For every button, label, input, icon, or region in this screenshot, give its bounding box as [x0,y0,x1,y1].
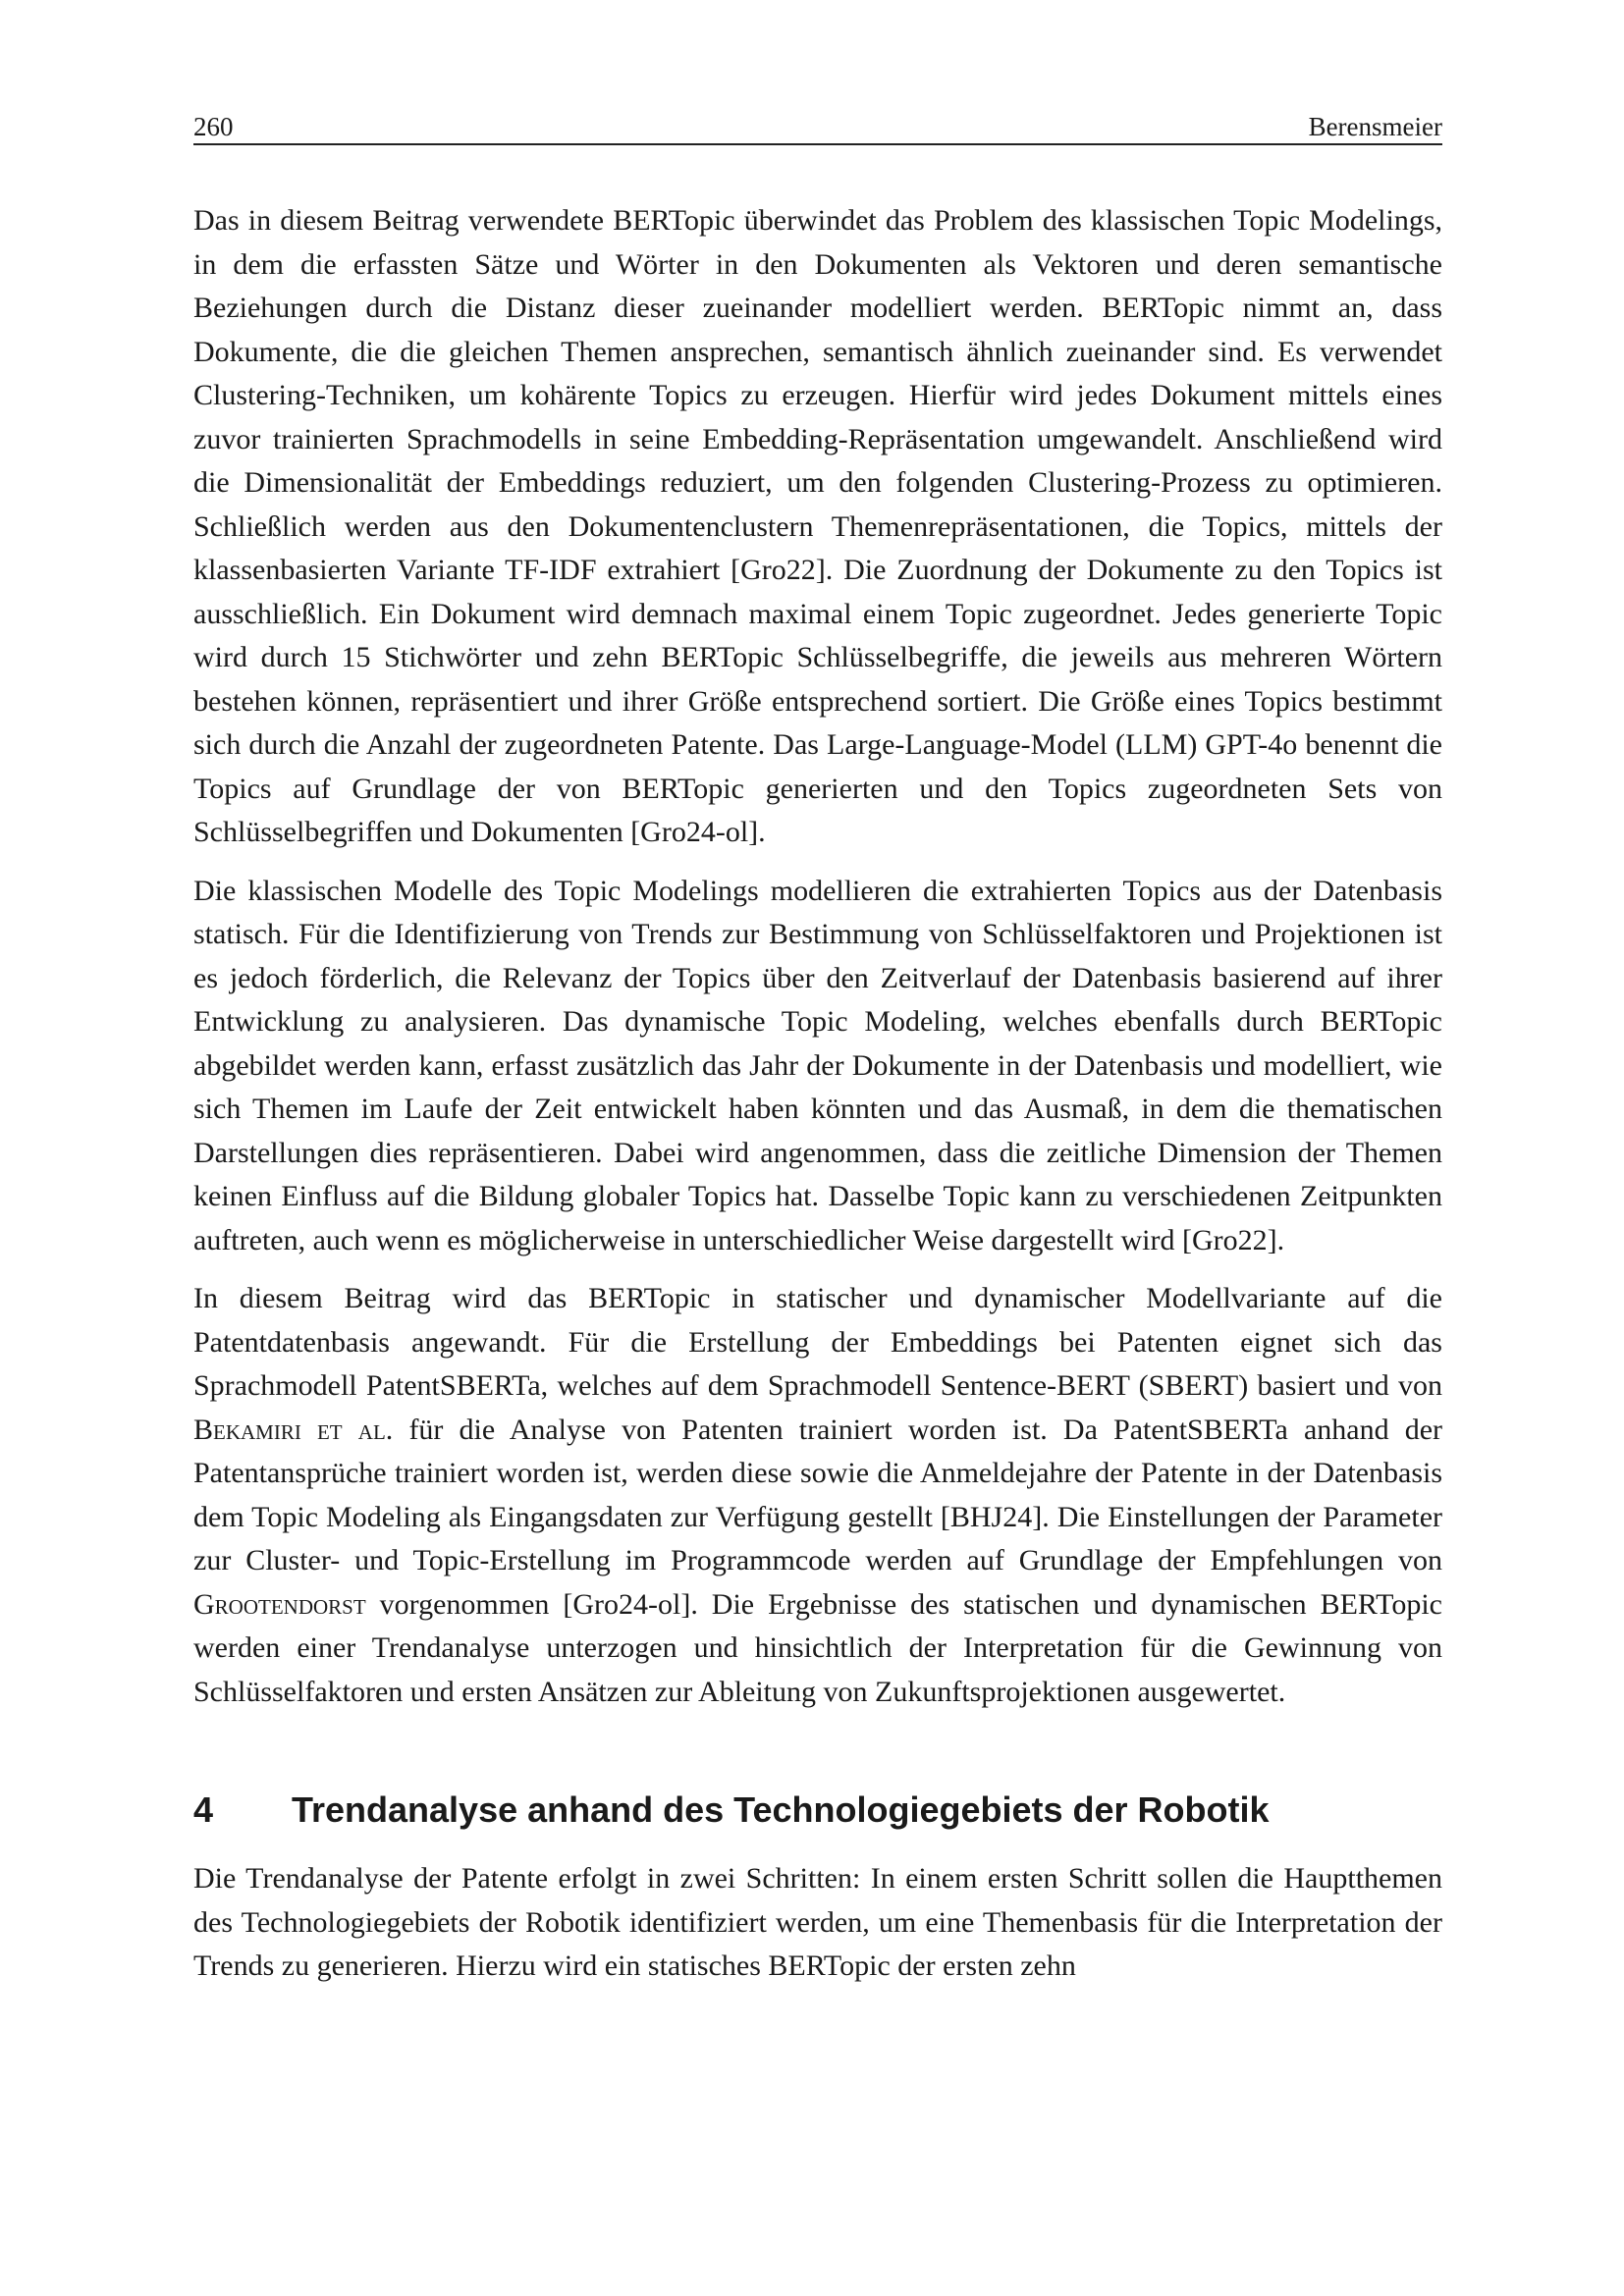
paragraph-3 [193,1277,1442,1714]
section-heading [193,1789,1442,1832]
paragraph-3-part-c: vorgenommen [Gro24-ol]. Die Ergebnisse des statischen und dynamischen BERTopic werden einer Trendanalyse unterzogen und hinsichtlich der Interpretation für die Gewinnung von Schlüsselfaktoren und ersten Ansätzen zur Ableitung von Zukunftsprojektionen ausgewertet. [193,1587,1442,1708]
paragraph-2: Die klassischen Modelle des Topic Modelings modellieren die extrahierten Topics aus der Datenbasis statisch. Für die Identifizierung von Trends zur Bestimmung von Schlüsselfaktoren und Projektionen ist es jedoch förderlich, die Relevanz der Topics über den Zeitverlauf der Datenbasis basierend auf ihrer Entwicklung zu analysieren. Das dynamische Topic Modeling, welches ebenfalls durch BERTopic abgebildet werden kann, erfasst zusätzlich das Jahr der Dokumente in der Datenbasis und modelliert, wie sich Themen im Laufe der Zeit entwickelt haben könnten und das Ausmaß, in dem die thematischen Darstellungen dies repräsentieren. Dabei wird angenommen, dass die zeitliche Dimension der Themen keinen Einfluss auf die Bildung globaler Topics hat. Dasselbe Topic kann zu verschiedenen Zeitpunkten auftreten, auch wenn es möglicherweise in unterschiedlicher Weise dargestellt wird [Gro22]. [193,874,1442,1256]
author-citation-grootendorst: Grootendorst [193,1587,366,1621]
section-number: 4 [193,1789,214,1830]
paragraph-1: Das in diesem Beitrag verwendete BERTopic überwindet das Problem des klassischen Topic Modelings, in dem die erfassten Sätze und Wörter in den Dokumenten als Vektoren und deren semantische Beziehungen durch die Distanz dieser zueinander modelliert werden. BERTopic nimmt an, dass Dokumente, die die gleichen Themen ansprechen, semantisch ähnlich zueinander sind. Es verwendet Clustering-Techniken, um kohärente Topics zu erzeugen. Hierfür wird jedes Dokument mittels eines zuvor trainierten Sprachmodells in seine Embedding-Repräsentation umgewandelt. Anschließend wird die Dimensionalität der Embeddings reduziert, um den folgenden Clustering-Prozess zu optimieren. Schließlich werden aus den Dokumentenclustern Themenrepräsentationen, die Topics, mittels der klassenbasierten Variante TF-IDF extrahiert [Gro22]. Die Zuordnung der Dokumente zu den Topics ist ausschließlich. Ein Dokument wird demnach maximal einem Topic zugeordnet. Jedes generierte Topic wird durch 15 Stichwörter und zehn BERTopic Schlüsselbegriffe, die jeweils aus mehreren Wörtern bestehen können, repräsentiert und ihrer Größe entsprechend sortiert. Die Größe eines Topics bestimmt sich durch die Anzahl der zugeordneten Patente. Das Large-Language-Model (LLM) GPT-4o benennt die Topics auf Grundlage der von BERTopic generierten und den Topics zugeordneten Sets von Schlüsselbegriffen und Dokumenten [Gro24-ol]. [193,204,1442,848]
body-text [193,199,1442,1989]
paragraph-4: Die Trendanalyse der Patente erfolgt in zwei Schritten: In einem ersten Schritt sollen die Hauptthemen des Technologiegebiets der Robotik identifiziert werden, um eine Themenbasis für die Interpretation der Trends zu generieren. Hierzu wird ein statisches BERTopic der ersten zehn [193,1862,1442,1982]
running-head: Berensmeier [1308,112,1442,141]
page-header [193,110,1442,145]
page-number: 260 [193,112,234,141]
author-citation-bekamiri: Bekamiri et al. [193,1413,394,1446]
section-title: Trendanalyse anhand des Technologiegebiets der Robotik [292,1789,1270,1830]
paragraph-3-part-b: für die Analyse von Patenten trainiert worden ist. Da PatentSBERTa anhand der Patentansprüche trainiert worden ist, werden diese sowie die Anmeldejahre der Patente in der Datenbasis dem Topic Modeling als Eingangsdaten zur Verfügung gestellt [BHJ24]. Die Einstellungen der Parameter zur Cluster- und Topic-Erstellung im Programmcode werden auf Grundlage der Empfehlungen von [193,1413,1443,1576]
paragraph-3-part-a: In diesem Beitrag wird das BERTopic in statischer und dynamischer Modellvariante auf die Patentdatenbasis angewandt. Für die Erstellung der Embeddings bei Patenten eignet sich das Sprachmodell PatentSBERTa, welches auf dem Sprachmodell Sentence-BERT (SBERT) basiert und von [193,1282,1442,1402]
